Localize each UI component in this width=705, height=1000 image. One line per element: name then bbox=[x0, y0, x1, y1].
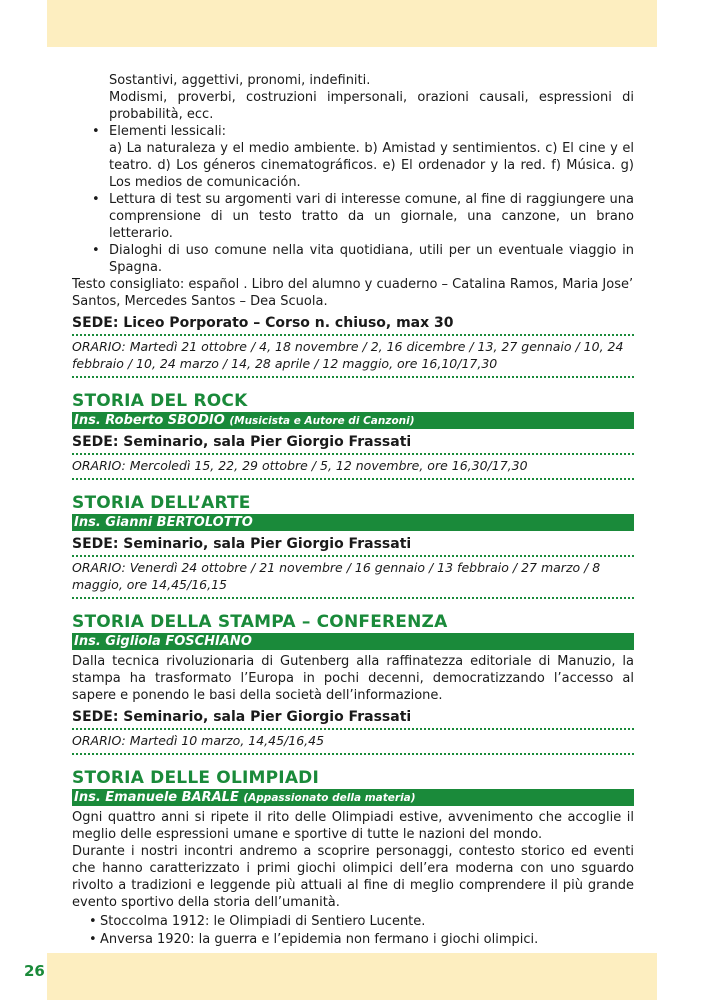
course-schedule: ORARIO: Venerdì 24 ottobre / 21 novembre / 16 gennaio / 13 febbraio / 27 marzo / 8 maggio, ore 14,45/16,15 bbox=[72, 559, 634, 599]
teacher-name: Ins. Gianni BERTOLOTTO bbox=[74, 515, 253, 530]
spanish-course-continuation bbox=[72, 72, 634, 378]
course-description: Dalla tecnica rivoluzionaria di Gutenberg alla raffinatezza editoriale di Manuzio, la stampa ha trasformato l’Europa in pochi decenni, democratizzando l’accesso al sapere e ponendo le basi della società dell’informazione. bbox=[72, 654, 634, 703]
teacher-name: Ins. Gigliola FOSCHIANO bbox=[74, 634, 252, 649]
teacher-bar bbox=[72, 633, 634, 650]
course-location: SEDE: Seminario, sala Pier Giorgio Frassati bbox=[72, 433, 634, 455]
topic-list bbox=[72, 123, 634, 276]
list-item bbox=[72, 123, 634, 191]
course-description: Ogni quattro anni si ripete il rito delle Olimpiadi estive, avvenimento che accoglie il meglio delle espressioni umane e sportive di tutte le nazioni del mondo. bbox=[72, 810, 634, 842]
page-number: 26 bbox=[24, 962, 45, 980]
page-content bbox=[72, 72, 634, 948]
grammar-line: Modismi, proverbi, costruzioni impersonali, orazioni causali, espressioni di probabilità, ecc. bbox=[109, 90, 634, 122]
teacher-name: Ins. Roberto SBODIO bbox=[74, 413, 225, 428]
course-location: SEDE: Seminario, sala Pier Giorgio Frassati bbox=[72, 535, 634, 557]
list-item: • Anversa 1920: la guerra e l’epidemia non fermano i giochi olimpici. bbox=[72, 931, 634, 948]
course-description: Durante i nostri incontri andremo a scoprire personaggi, contesto storico ed eventi che hanno caratterizzato i primi giochi olimpici dell’era moderna con uno sguardo rivolto a tradizioni e leggende più attuali al fine di meglio comprendere il più grande evento sportivo della storia dell’umanità. bbox=[72, 844, 634, 910]
course-storia-delle-olimpiadi bbox=[72, 767, 634, 948]
course-schedule: ORARIO: Martedì 10 marzo, 14,45/16,45 bbox=[72, 732, 634, 755]
grammar-line: Sostantivi, aggettivi, pronomi, indefiniti. bbox=[109, 73, 371, 88]
teacher-note: (Appassionato della materia) bbox=[243, 792, 416, 804]
teacher-note: (Musicista e Autore di Canzoni) bbox=[229, 415, 415, 427]
course-title: STORIA DEL ROCK bbox=[72, 391, 248, 411]
course-location: SEDE: Seminario, sala Pier Giorgio Frassati bbox=[72, 708, 634, 730]
lexical-topics: a) La naturaleza y el medio ambiente. b) Amistad y sentimientos. c) El cine y el teatro. d) Los géneros cinematográficos. e) El ordenador y la red. f) Música. g) Los medios de comunicación. bbox=[109, 141, 634, 190]
course-storia-dell-arte bbox=[72, 492, 634, 599]
list-item: • Dialoghi di uso comune nella vita quotidiana, utili per un eventuale viaggio in Spagna. bbox=[72, 242, 634, 276]
course-storia-del-rock bbox=[72, 390, 634, 480]
teacher-bar bbox=[72, 412, 634, 429]
course-schedule: ORARIO: Mercoledì 15, 22, 29 ottobre / 5, 12 novembre, ore 16,30/17,30 bbox=[72, 457, 634, 480]
course-storia-della-stampa bbox=[72, 611, 634, 755]
list-item: • Stoccolma 1912: le Olimpiadi di Sentiero Lucente. bbox=[72, 913, 634, 930]
course-title: STORIA DELLA STAMPA – CONFERENZA bbox=[72, 612, 448, 632]
textbook-note: Testo consigliato: español . Libro del alumno y cuaderno – Catalina Ramos, Maria Jose’ Santos, Mercedes Santos – Dea Scuola. bbox=[72, 277, 634, 309]
teacher-name: Ins. Emanuele BARALE bbox=[74, 790, 239, 805]
teacher-bar bbox=[72, 789, 634, 806]
course-title: STORIA DELLE OLIMPIADI bbox=[72, 768, 320, 788]
list-item-text: Elementi lessicali: bbox=[109, 124, 227, 139]
list-item: • Lettura di test su argomenti vari di interesse comune, al fine di raggiungere una comprensione di un testo tratto da un giornale, una canzone, un brano letterario. bbox=[72, 191, 634, 242]
topic-list bbox=[72, 913, 634, 948]
teacher-bar bbox=[72, 514, 634, 531]
course-title: STORIA DELL’ARTE bbox=[72, 493, 251, 513]
top-decorative-band bbox=[47, 0, 657, 47]
course-schedule: ORARIO: Martedì 21 ottobre / 4, 18 novembre / 2, 16 dicembre / 13, 27 gennaio / 10, 24 febbraio / 10, 24 marzo / 14, 28 aprile / 12 maggio, ore 16,10/17,30 bbox=[72, 338, 634, 378]
bottom-decorative-band bbox=[47, 953, 657, 1000]
course-location: SEDE: Liceo Porporato – Corso n. chiuso, max 30 bbox=[72, 314, 634, 336]
